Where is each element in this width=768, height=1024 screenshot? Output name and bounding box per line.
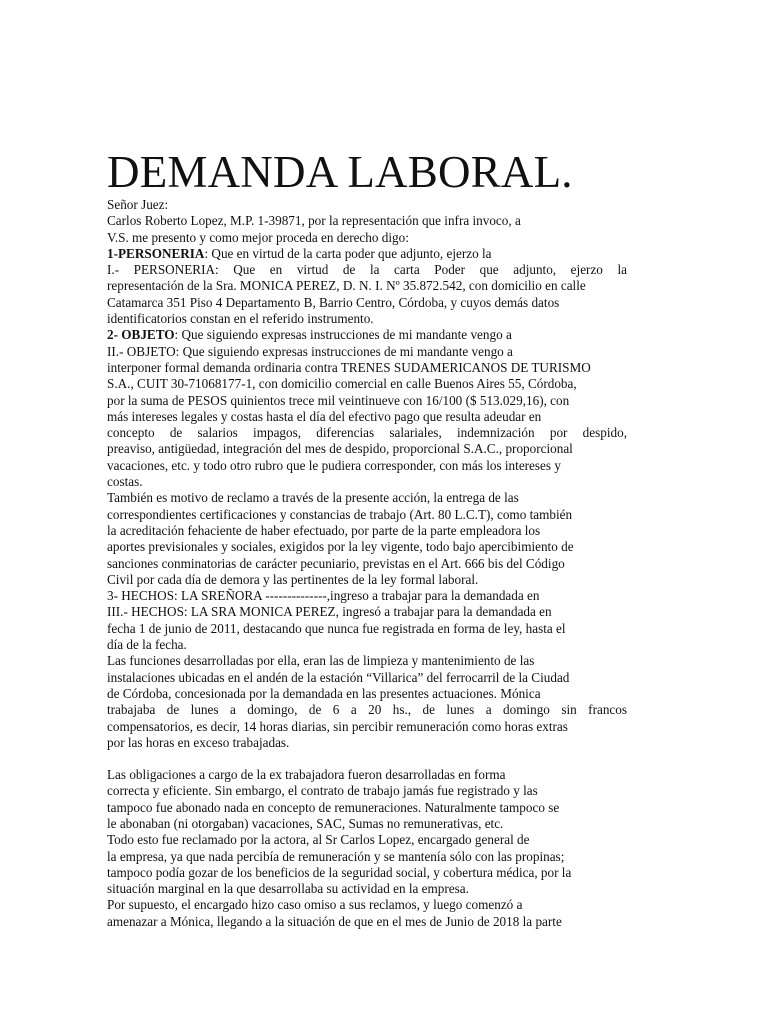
text-line: [107, 246, 627, 262]
line-text: Las funciones desarrolladas por ella, eran las de limpieza y mantenimiento de las: [107, 653, 535, 669]
line-text: I.- PERSONERIA: Que en virtud de la carta Poder que adjunto, ejerzo la: [107, 262, 627, 278]
line-text: S.A., CUIT 30-71068177-1, con domicilio comercial en calle Buenos Aires 55, Córdoba,: [107, 376, 577, 392]
text-line: [107, 409, 627, 425]
text-line: [107, 881, 627, 897]
line-text: : Que siguiendo expresas instrucciones de mi mandante vengo a: [174, 327, 512, 343]
text-line: [107, 523, 627, 539]
line-text: la acreditación fehaciente de haber efectuado, por parte de la parte empleadora los: [107, 522, 541, 538]
text-line: [107, 393, 627, 409]
line-text: II.- OBJETO: Que siguiendo expresas instrucciones de mi mandante vengo a: [107, 343, 513, 359]
text-line: [107, 604, 627, 620]
text-line: [107, 572, 627, 588]
text-line: [107, 327, 627, 343]
line-text: Señor Juez:: [107, 197, 169, 212]
line-text: por las horas en exceso trabajadas.: [107, 734, 290, 750]
text-line: [107, 490, 627, 506]
line-text: compensatorios, es decir, 14 horas diarias, sin percibir remuneración como horas extras: [107, 718, 568, 734]
text-line: [107, 832, 627, 848]
line-text: También es motivo de reclamo a través de la presente acción, la entrega de las: [107, 490, 519, 506]
section-heading: 2- OBJETO: [107, 327, 175, 343]
line-text: por la suma de PESOS quinientos trece mil veintinueve con 16/100 ($ 513.029,16), con: [107, 392, 570, 408]
line-text: tampoco podía gozar de los beneficios de la seguridad social, y cobertura médica, por la: [107, 864, 572, 880]
text-line: [107, 458, 627, 474]
line-text: representación de la Sra. MONICA PEREZ, D. N. I. Nº 35.872.542, con domicilio en calle: [107, 278, 586, 294]
text-line: [107, 719, 627, 735]
line-text: V.S. me presento y como mejor proceda en derecho digo:: [107, 229, 409, 245]
text-line: [107, 376, 627, 392]
line-text: Carlos Roberto Lopez, M.P. 1-39871, por la representación que infra invoco, a: [107, 213, 521, 229]
line-text: III.- HECHOS: LA SRA MONICA PEREZ, ingresó a trabajar para la demandada en: [107, 604, 552, 620]
line-text: Todo esto fue reclamado por la actora, al Sr Carlos Lopez, encargado general de: [107, 832, 530, 848]
text-line: [107, 783, 627, 799]
line-text: vacaciones, etc. y todo otro rubro que le pudiera corresponder, con más los intereses y: [107, 457, 561, 473]
text-line: [107, 637, 627, 653]
line-text: concepto de salarios impagos, diferencias salariales, indemnización por despido,: [107, 425, 627, 441]
text-line: [107, 800, 627, 816]
text-line: [107, 474, 627, 490]
line-text: costas.: [107, 474, 143, 490]
text-line: [107, 262, 627, 278]
text-line: [107, 213, 627, 229]
text-line: [107, 295, 627, 311]
line-text: identificatorios constan en el referido instrumento.: [107, 311, 374, 327]
text-line: [107, 588, 627, 604]
line-text: le abonaban (ni otorgaban) vacaciones, SAC, Sumas no remunerativas, etc.: [107, 815, 504, 831]
line-text: interponer formal demanda ordinaria contra TRENES SUDAMERICANOS DE TURISMO: [107, 359, 591, 375]
line-text: correcta y eficiente. Sin embargo, el contrato de trabajo jamás fue registrado y las: [107, 783, 538, 799]
line-text: de Córdoba, concesionada por la demandada en las presentes actuaciones. Mónica: [107, 685, 541, 701]
text-line: [107, 865, 627, 881]
text-line: [107, 670, 627, 686]
line-text: trabajaba de lunes a domingo, de 6 a 20 hs., de lunes a domingo sin francos: [107, 702, 627, 718]
line-text: aportes previsionales y sociales, exigidos por la ley vigente, todo bajo apercibimiento de: [107, 539, 574, 555]
paragraph-gap: [107, 751, 627, 767]
text-line: [107, 767, 627, 783]
line-text: amenazar a Mónica, llegando a la situación de que en el mes de Junio de 2018 la parte: [107, 913, 562, 929]
line-text: más intereses legales y costas hasta el día del efectivo pago que resulta adeudar en: [107, 408, 542, 424]
line-text: día de la fecha.: [107, 637, 187, 653]
line-text: correspondientes certificaciones y constancias de trabajo (Art. 80 L.C.T), como también: [107, 506, 573, 522]
line-text: la empresa, ya que nada percibía de remuneración y se mantenía sólo con las propinas;: [107, 848, 565, 864]
text-line: [107, 441, 627, 457]
document-title: DEMANDA LABORAL.: [107, 147, 573, 197]
line-text: preaviso, antigüedad, integración del mes de despido, proporcional S.A.C., proporcional: [107, 441, 573, 457]
text-line: [107, 344, 627, 360]
text-line: [107, 311, 627, 327]
line-text: Por supuesto, el encargado hizo caso omiso a sus reclamos, y luego comenzó a: [107, 897, 523, 913]
line-text: Las obligaciones a cargo de la ex trabajadora fueron desarrolladas en forma: [107, 767, 506, 783]
text-line: [107, 897, 627, 913]
text-line: [107, 735, 627, 751]
line-text: : Que en virtud de la carta poder que adjunto, ejerzo la: [204, 245, 492, 261]
line-text: Catamarca 351 Piso 4 Departamento B, Barrio Centro, Córdoba, y cuyos demás datos: [107, 294, 560, 310]
text-line: [107, 914, 627, 930]
text-line: [107, 849, 627, 865]
text-line: [107, 686, 627, 702]
text-line: [107, 702, 627, 718]
text-line: [107, 197, 627, 213]
text-line: [107, 539, 627, 555]
document-body: [107, 197, 627, 930]
text-line: [107, 507, 627, 523]
line-text: Civil por cada día de demora y las pertinentes de la ley formal laboral.: [107, 571, 479, 587]
line-text: sanciones conminatorias de carácter pecuniario, previstas en el Art. 666 bis del Código: [107, 555, 565, 571]
text-line: [107, 816, 627, 832]
line-text: situación marginal en la que desarrollaba su actividad en la empresa.: [107, 881, 469, 897]
text-line: [107, 621, 627, 637]
text-line: [107, 360, 627, 376]
line-text: tampoco fue abonado nada en concepto de remuneraciones. Naturalmente tampoco se: [107, 799, 560, 815]
text-line: [107, 556, 627, 572]
text-line: [107, 653, 627, 669]
line-text: instalaciones ubicadas en el andén de la estación “Villarica” del ferrocarril de la Ciudad: [107, 669, 570, 685]
section-heading: 1-PERSONERIA: [107, 245, 205, 261]
text-line: [107, 278, 627, 294]
text-line: [107, 425, 627, 441]
line-text: fecha 1 de junio de 2011, destacando que nunca fue registrada en forma de ley, hasta el: [107, 620, 566, 636]
line-text: 3- HECHOS: LA SREÑORA --------------,ingreso a trabajar para la demandada en: [107, 588, 540, 604]
text-line: [107, 230, 627, 246]
